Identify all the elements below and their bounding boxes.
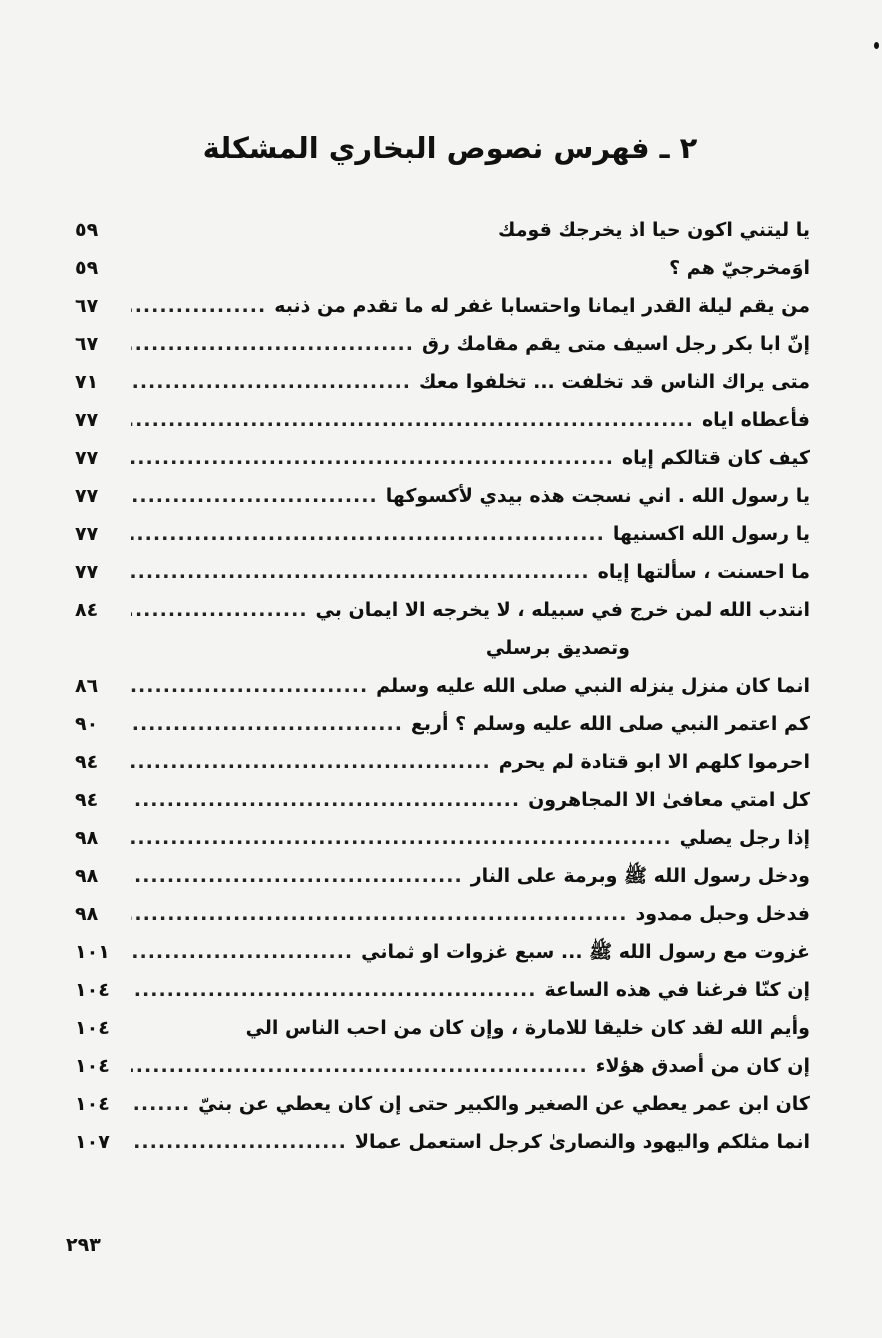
- entry-text: فدخل وحبل ممدود: [635, 903, 810, 925]
- index-entry: [75, 591, 810, 629]
- leader-dots: [131, 591, 308, 629]
- entry-page-number: ٥٩: [75, 257, 99, 279]
- entry-text: اوَمخرجيّ هم ؟: [669, 257, 810, 279]
- entry-page-number: ٨٦: [75, 675, 99, 697]
- entry-page-number: ٦٧: [75, 333, 99, 355]
- leader-dots: [131, 819, 672, 857]
- entry-text: غزوت مع رسول الله ﷺ ... سبع غزوات او ثماني: [361, 941, 810, 963]
- index-entry: [75, 971, 810, 1009]
- index-entry: [75, 325, 810, 363]
- index-entry: [75, 1123, 810, 1161]
- leader-dots: [131, 667, 368, 705]
- entry-page-number: ٩٠: [75, 713, 99, 735]
- index-entry: [75, 705, 810, 743]
- index-entry: [75, 895, 810, 933]
- entry-page-number: ٩٨: [75, 903, 99, 925]
- index-entry: [75, 515, 810, 553]
- entry-text: كم اعتمر النبي صلى الله عليه وسلم ؟ أربع: [410, 713, 810, 735]
- page-folio-number: ٢٩٣: [66, 1234, 101, 1256]
- entry-text: يا رسول الله . اني نسجت هذه بيدي لأكسوكها: [385, 485, 810, 507]
- leader-dots: [131, 933, 353, 971]
- entry-page-number: ٧٧: [75, 561, 99, 583]
- entry-page-number: ٨٤: [75, 599, 99, 621]
- leader-dots: [131, 971, 536, 1009]
- leader-dots: [131, 515, 605, 553]
- index-entry: [75, 743, 810, 781]
- entry-page-number: ١٠١: [75, 941, 110, 963]
- leader-dots: [131, 477, 378, 515]
- index-entry: [75, 287, 810, 325]
- entry-page-number: ٧٧: [75, 485, 99, 507]
- leader-dots: [131, 325, 414, 363]
- entry-text: انما كان منزل ينزله النبي صلى الله عليه وسلم: [376, 675, 810, 697]
- entry-page-number: ١٠٤: [75, 1055, 110, 1077]
- index-entry: [75, 781, 810, 819]
- entry-page-number: ٦٧: [75, 295, 99, 317]
- entry-continuation-line: وتصديق برسلي: [485, 637, 630, 659]
- ink-speck: [874, 42, 879, 49]
- index-entry: [75, 477, 810, 515]
- entry-page-number: ٧٧: [75, 447, 99, 469]
- entry-text: من يقم ليلة القدر ايمانا واحتسابا غفر له ما تقدم من ذنبه: [274, 295, 810, 317]
- index-entry: [75, 249, 810, 287]
- entry-text: كان ابن عمر يعطي عن الصغير والكبير حتى إن كان يعطي عن بنيّ: [198, 1093, 810, 1115]
- entry-text: انتدب الله لمن خرج في سبيله ، لا يخرجه الا ايمان بي: [315, 599, 810, 621]
- leader-dots: [131, 781, 520, 819]
- entry-page-number: ١٠٤: [75, 1093, 110, 1115]
- index-entry: [75, 667, 810, 705]
- entry-page-number: ٧١: [75, 371, 99, 393]
- index-entry: [75, 933, 810, 971]
- entry-text: يا رسول الله اكسنيها: [612, 523, 810, 545]
- index-entry: [75, 819, 810, 857]
- entry-text: متى يراك الناس قد تخلفت ... تخلفوا معك: [419, 371, 810, 393]
- leader-dots: [131, 401, 694, 439]
- entry-text: فأعطاه اياه: [701, 409, 810, 431]
- entry-text: ودخل رسول الله ﷺ وبرمة على النار: [470, 865, 810, 887]
- entry-text: احرموا كلهم الا ابو قتادة لم يحرم: [498, 751, 810, 773]
- index-entry: [75, 439, 810, 477]
- leader-dots: [131, 287, 266, 325]
- leader-dots: [131, 1085, 190, 1123]
- index-entry: [75, 1009, 810, 1047]
- entry-page-number: ٧٧: [75, 409, 99, 431]
- leader-dots: [131, 1047, 588, 1085]
- index-entry: [75, 1085, 810, 1123]
- entry-text: انما مثلكم واليهود والنصارىٰ كرجل استعمل عمالا: [354, 1131, 810, 1153]
- leader-dots: [131, 1123, 347, 1161]
- index-entry: [75, 857, 810, 895]
- entry-text: إن كان من أصدق هؤلاء: [595, 1055, 810, 1077]
- entry-page-number: ٥٩: [75, 219, 99, 241]
- entry-page-number: ١٠٧: [75, 1131, 110, 1153]
- entry-text: كل امتي معافىٰ الا المجاهرون: [528, 789, 810, 811]
- entry-text: كيف كان قتالكم إياه: [621, 447, 810, 469]
- index-list: [75, 211, 810, 1161]
- entry-text: إن كنّا فرغنا في هذه الساعة: [544, 979, 810, 1001]
- index-entry: [75, 553, 810, 591]
- entry-page-number: ٩٤: [75, 751, 99, 773]
- entry-text: ما احسنت ، سألتها إياه: [597, 561, 810, 583]
- leader-dots: [131, 439, 614, 477]
- leader-dots: [131, 363, 411, 401]
- index-entry: [75, 211, 810, 249]
- entry-page-number: ١٠٤: [75, 979, 110, 1001]
- leader-dots: [131, 553, 590, 591]
- entry-page-number: ٩٤: [75, 789, 99, 811]
- entry-page-number: ٧٧: [75, 523, 99, 545]
- entry-text: إنّ ابا بكر رجل اسيف متى يقم مقامك رق: [421, 333, 810, 355]
- leader-dots: [131, 895, 627, 933]
- page-title: ٢ ـ فهرس نصوص البخاري المشكلة: [202, 131, 698, 165]
- entry-text: يا ليتني اكون حيا اذ يخرجك قومك: [498, 219, 810, 241]
- leader-dots: [131, 857, 463, 895]
- index-entry: [75, 363, 810, 401]
- leader-dots: [131, 743, 491, 781]
- entry-page-number: ١٠٤: [75, 1017, 110, 1039]
- entry-text: وأيم الله لقد كان خليقا للامارة ، وإن كان من احب الناس الي: [245, 1017, 810, 1039]
- entry-text: إذا رجل يصلي: [679, 827, 810, 849]
- entry-page-number: ٩٨: [75, 827, 99, 849]
- index-entry: [75, 1047, 810, 1085]
- index-entry: [75, 401, 810, 439]
- entry-page-number: ٩٨: [75, 865, 99, 887]
- leader-dots: [131, 705, 403, 743]
